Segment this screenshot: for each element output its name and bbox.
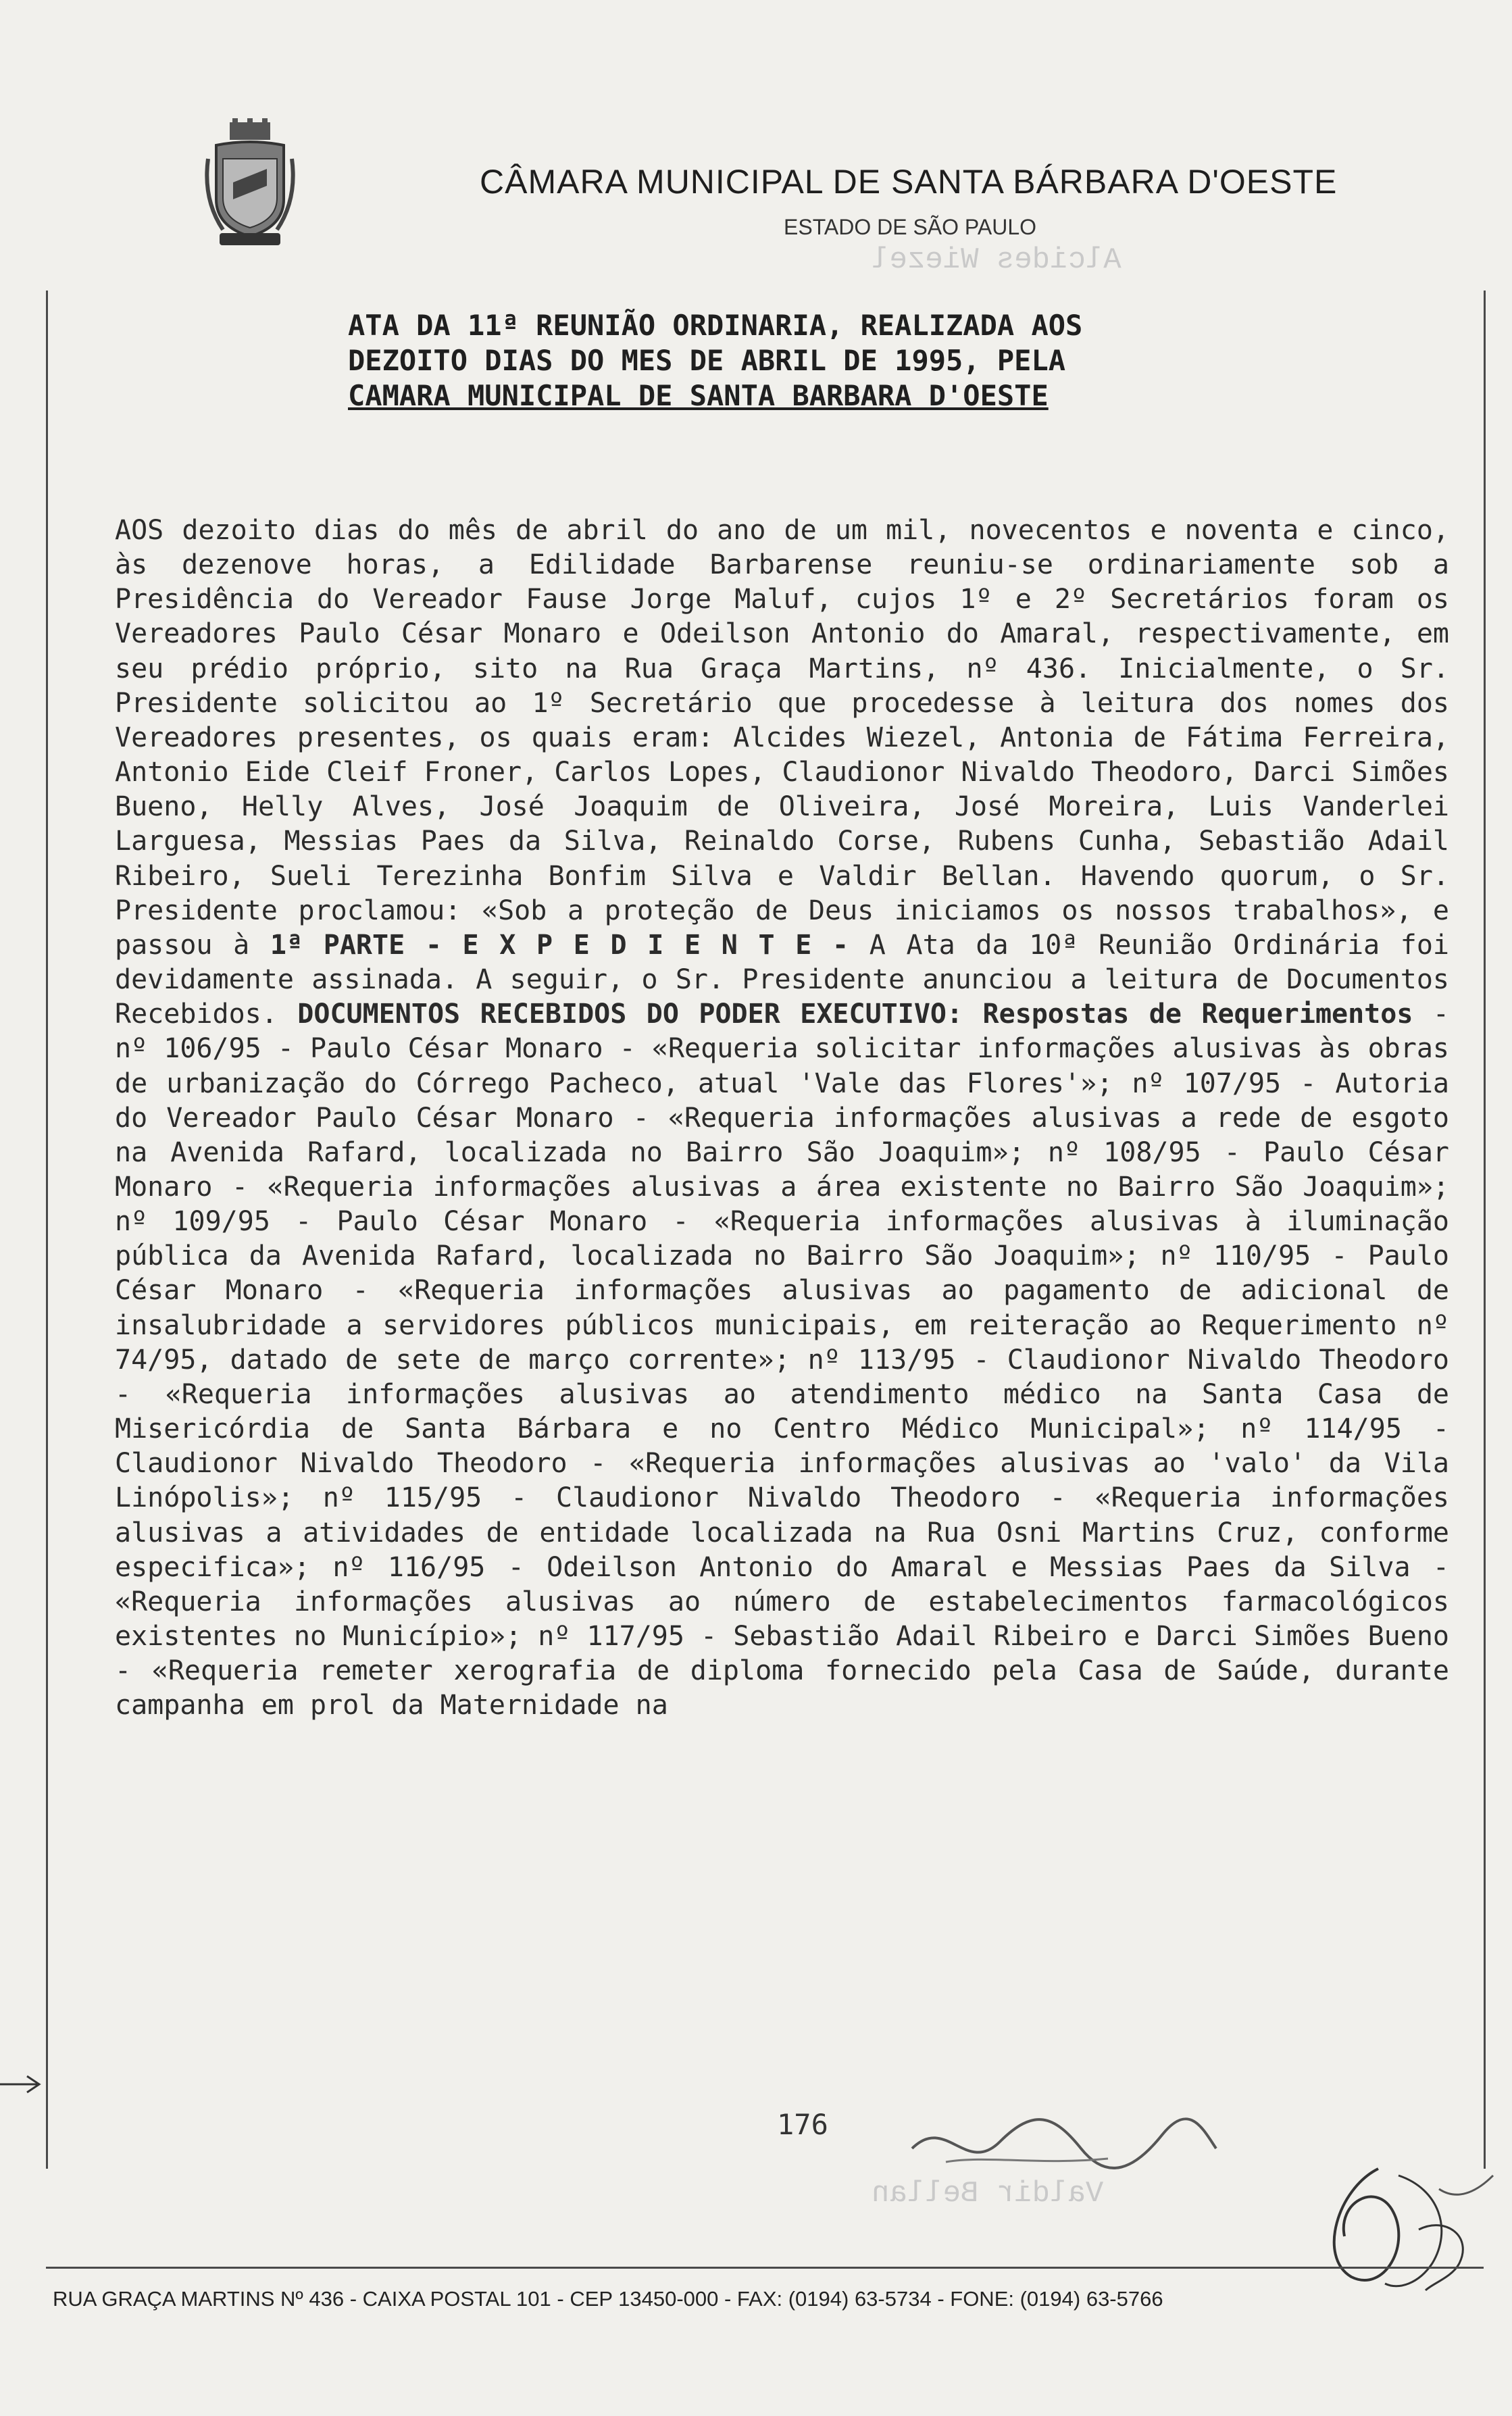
municipal-coat-of-arms-icon xyxy=(203,118,297,253)
section-expediente: 1ª PARTE - E X P E D I E N T E - xyxy=(270,929,849,961)
minutes-title-line-2: DEZOITO DIAS DO MES DE ABRIL DE 1995, PELA xyxy=(348,344,1066,377)
state-name: ESTADO DE SÃO PAULO xyxy=(784,215,1037,239)
handwritten-rubric xyxy=(1297,2148,1500,2297)
minutes-title-line-3: CAMARA MUNICIPAL DE SANTA BARBARA D'OESTE xyxy=(348,379,1049,412)
left-frame-line xyxy=(46,291,48,2169)
minutes-title xyxy=(348,308,1226,413)
minutes-title-line-1: ATA DA 11ª REUNIÃO ORDINARIA, REALIZADA AOS xyxy=(348,309,1083,342)
footer-address: RUA GRAÇA MARTINS Nº 436 - CAIXA POSTAL 101 - CEP 13450-000 - FAX: (0194) 63-5734 - FONE: (0194) 63-5766 xyxy=(53,2287,1163,2311)
handwritten-signature xyxy=(905,2101,1223,2182)
right-frame-line xyxy=(1484,291,1486,2169)
margin-arrow-mark xyxy=(0,2064,47,2105)
minutes-body xyxy=(115,513,1449,1723)
body-paragraph-requests: - nº 106/95 - Paulo César Monaro - «Requeria solicitar informações alusivas às obras de urbanização do Córrego Pacheco, atual 'Vale das Flores'»; nº 107/95 - Autoria do Vereador Paulo César Monaro - «Requeria informações alusivas a rede de esgoto na Avenida Rafard, localizada no Bairro São Joaquim»; nº 108/95 - Paulo César Monaro - «Requeria informações alusivas a área existente no Bairro São Joaquim»; nº 109/95 - Paulo César Monaro - «Requeria informações alusivas à iluminação pública da Avenida Rafard, localizada no Bairro São Joaquim»; nº 110/95 - Paulo César Monaro - «Requeria informações alusivas ao pagamento de adicional de insalubridade a servidores públicos municipais, em reiteração ao Requerimento nº 74/95, datado de sete de março corrente»; nº 113/95 - Claudionor Nivaldo Theodoro - «Requeria informações alusivas ao atendimento médico na Santa Casa de Misericórdia de Santa Bárbara e no Centro Médico Municipal»; nº 114/95 - Claudionor Nivaldo Theodoro - «Requeria informações alusivas ao 'valo' da Vila Linópolis»; nº 115/95 - Claudionor Nivaldo Theodoro - «Requeria informações alusivas a atividades de entidade localizada na Rua Osni Martins Cruz, conforme especifica»; nº 116/95 - Odeilson Antonio do Amaral e Messias Paes da Silva - «Requeria informações alusivas ao número de estabelecimentos farmacológicos existentes no Município»; nº 117/95 - Sebastião Adail Ribeiro e Darci Simões Bueno - «Requeria remeter xerografia de diploma fornecido pela Casa de Saúde, durante campanha em prol da Maternidade na xyxy=(115,999,1449,1721)
section-documents-received: DOCUMENTOS RECEBIDOS DO PODER EXECUTIVO: Respostas de Requerimentos xyxy=(297,999,1413,1030)
footer-separator xyxy=(46,2267,1484,2269)
bleed-through-text-bottom: Valdir Bellan xyxy=(872,2177,1104,2211)
bleed-through-text-top: Alcides Wiezel xyxy=(872,243,1122,277)
body-paragraph-opening: AOS dezoito dias do mês de abril do ano de um mil, novecentos e noventa e cinco, às dezenove horas, a Edilidade Barbarense reuniu-se ordinariamente sob a Presidência do Vereador Fause Jorge Maluf, cujos 1º e 2º Secretários foram os Vereadores Paulo César Monaro e Odeilson Antonio do Amaral, respectivamente, em seu prédio próprio, sito na Rua Graça Martins, nº 436. Inicialmente, o Sr. Presidente solicitou ao 1º Secretário que procedesse à leitura dos nomes dos Vereadores presentes, os quais eram: Alcides Wiezel, Antonia de Fátima Ferreira, Antonio Eide Cleif Froner, Carlos Lopes, Claudionor Nivaldo Theodoro, Darci Simões Bueno, Helly Alves, José Joaquim de Oliveira, José Moreira, Luis Vanderlei Larguesa, Messias Paes da Silva, Reinaldo Corse, Rubens Cunha, Sebastião Adail Ribeiro, Sueli Terezinha Bonfim Silva e Valdir Bellan. Havendo quorum, o Sr. Presidente proclamou: «Sob a proteção de Deus iniciamos os nossos trabalhos», e passou à xyxy=(115,515,1449,961)
chamber-name: CÂMARA MUNICIPAL DE SANTA BÁRBARA D'OESTE xyxy=(480,163,1338,201)
body-paragraph-minutes-read: A Ata da 10ª Reunião Ordinária foi devidamente assinada. A seguir, o Sr. Presidente anunciou a leitura de Documentos Recebidos. xyxy=(115,929,1450,1030)
page-number: 176 xyxy=(777,2108,828,2141)
